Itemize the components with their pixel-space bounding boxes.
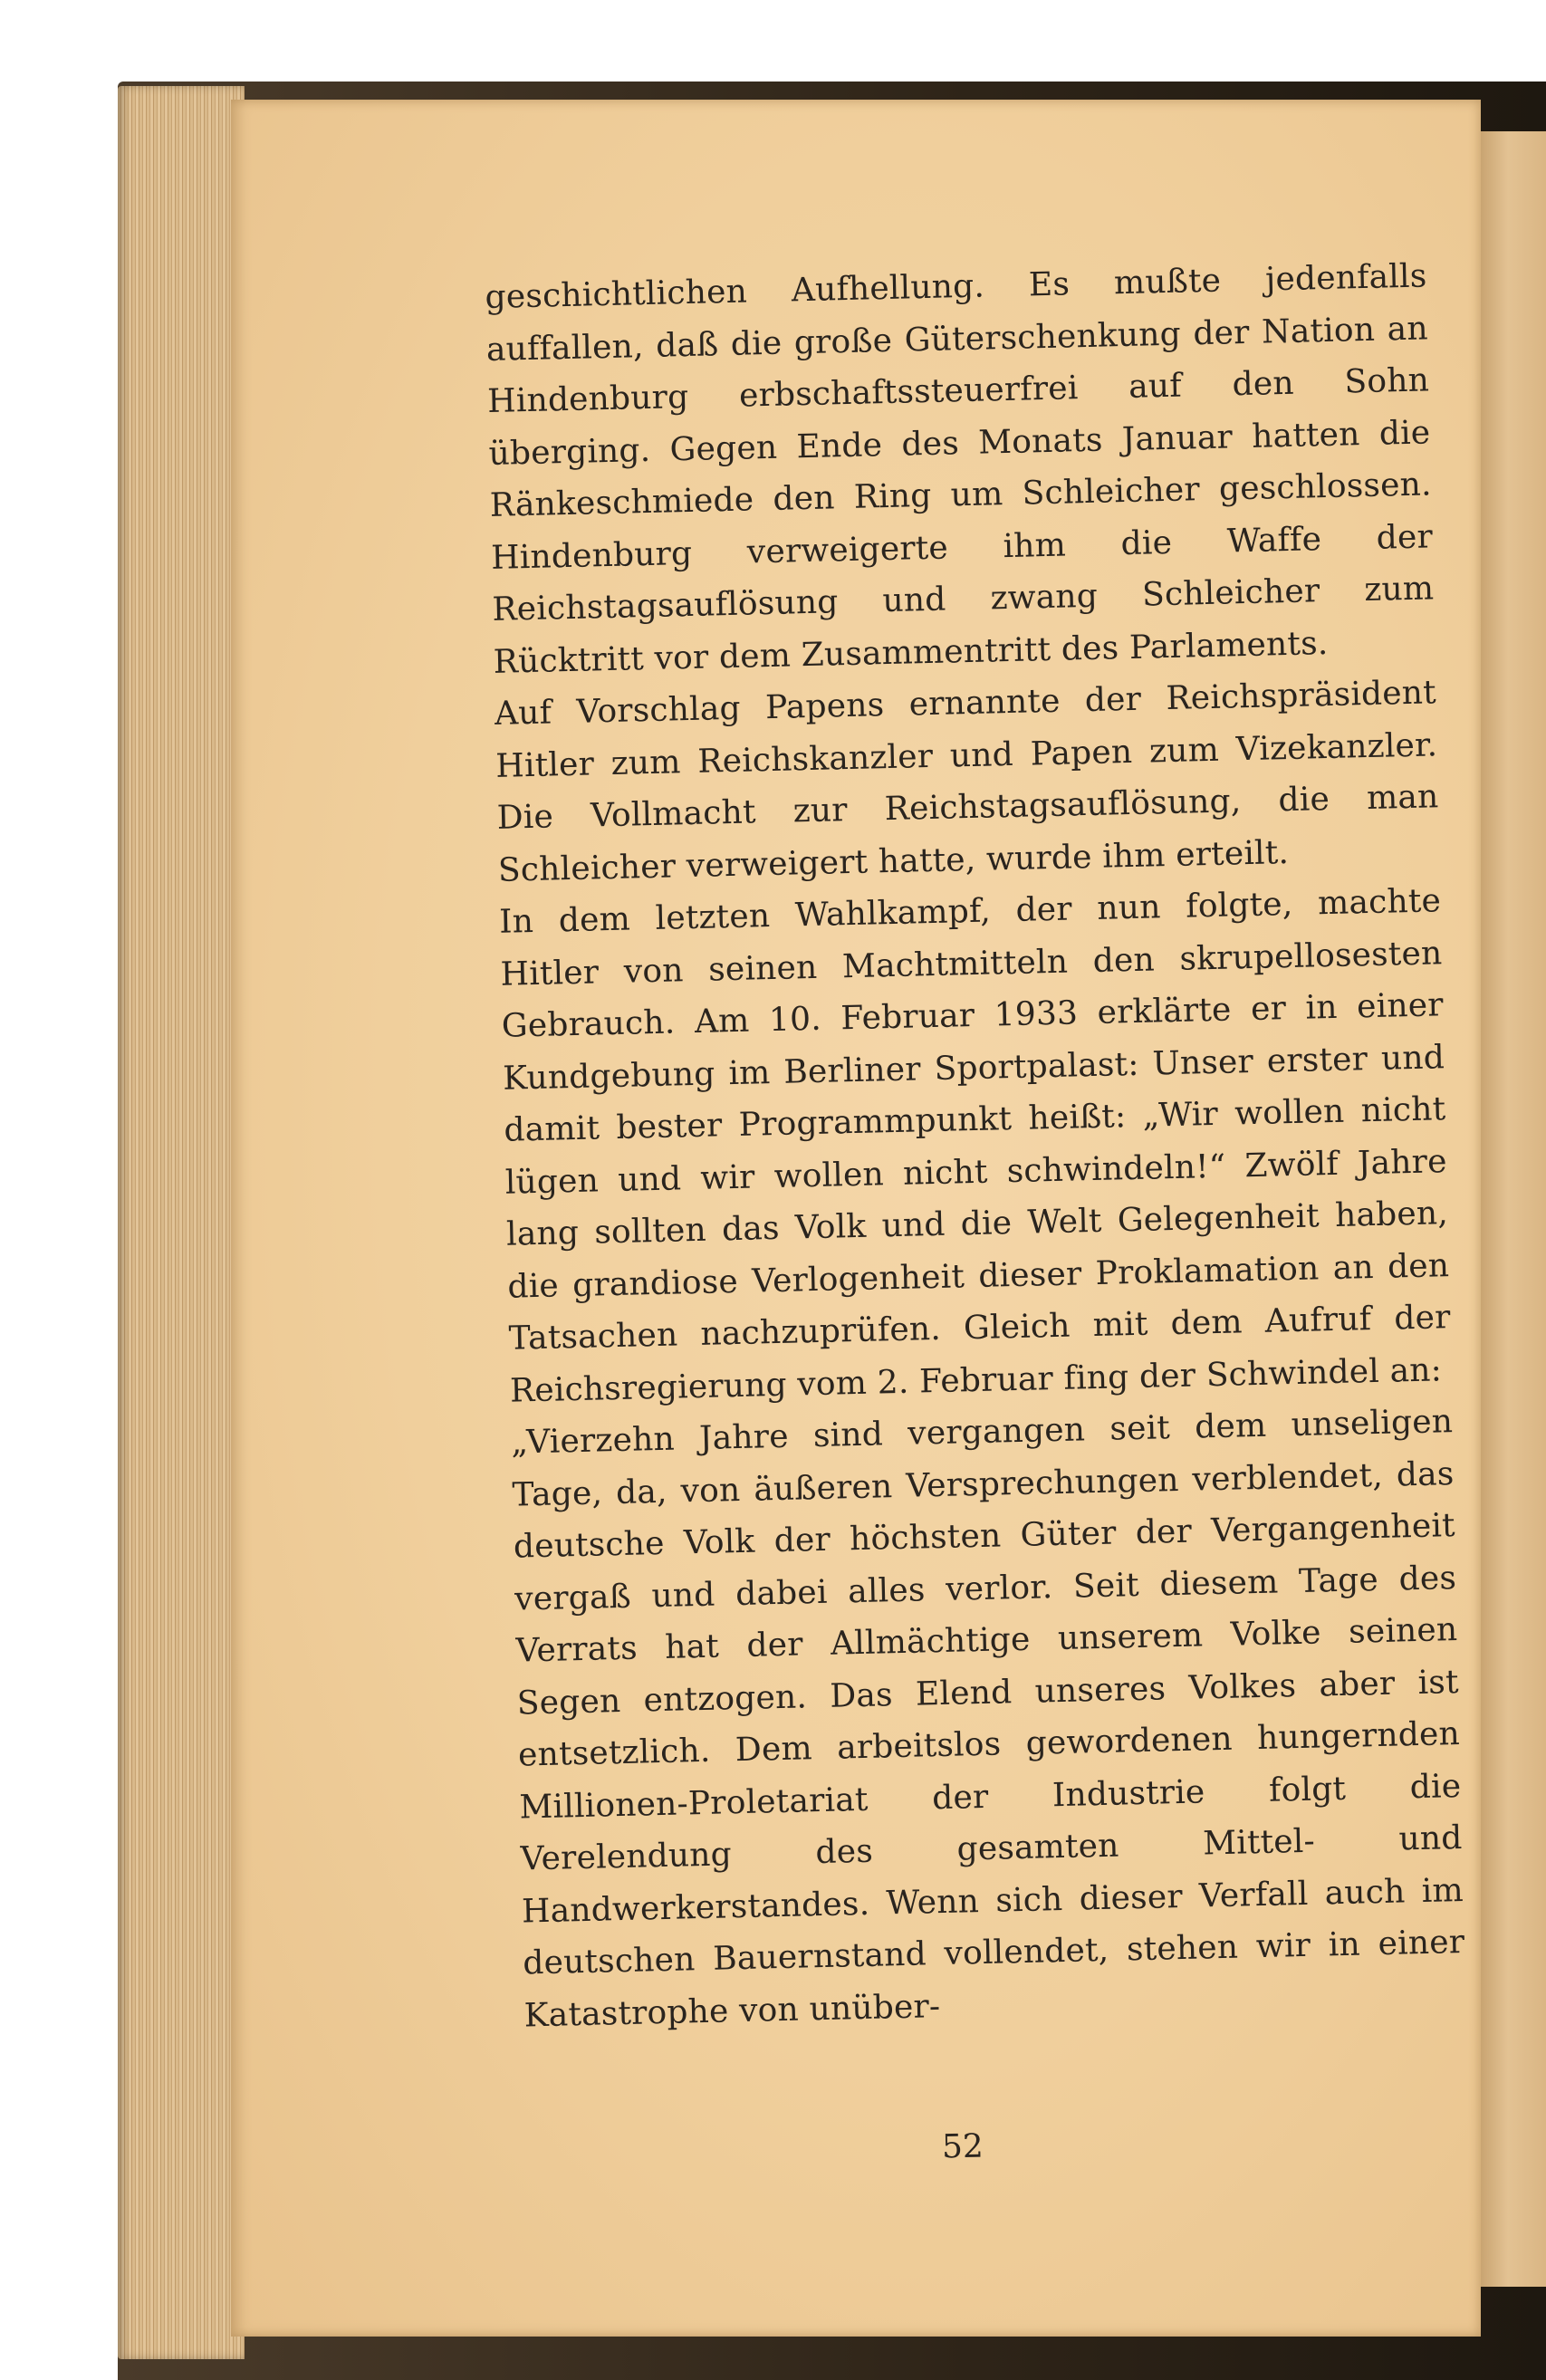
paragraph-3: In dem letzten Wahlkampf, der nun folgte, machte Hitler von seinen Machtmitteln den skrupellosesten Gebrauch. Am 10. Februar 1933 erklärte er in einer Kundgebung im Berliner Sportpalast: Unser erster und damit bester Programmpunkt heißt: „Wir wollen nicht lügen und wir wollen nicht schwindeln!“ Zwölf Jahre lang sollten das Volk und die Welt Gelegenheit haben, die grandiose Verlogenheit dieser Proklamation an den Tatsachen nachzuprüfen. Gleich mit dem Aufruf der Reichsregierung vom 2. Februar fing der Schwindel an: (498, 882, 1451, 1410)
page-text-block (485, 250, 1466, 2041)
paragraph-1: geschichtlichen Aufhellung. Es mußte jedenfalls auffallen, daß die große Güterschenkung der Nation an Hindenburg erbschaftssteuerfrei auf den Sohn überging. Gegen Ende des Monats Januar hatten die Ränkeschmiede den Ring um Schleicher geschlossen. Hindenburg verweigerte ihm die Waffe der Reichstagsauflösung und zwang Schleicher zum Rücktritt vor dem Zusammentritt des Parlaments. (485, 257, 1435, 681)
paragraph-2: Auf Vorschlag Papens ernannte der Reichspräsident Hitler zum Reichskanzler und Papen zum Vizekanzler. Die Vollmacht zur Reichstagsauflösung, die man Schleicher verweigert hatte, wurde ihm erteilt. (494, 674, 1439, 889)
page-number: 52 (941, 2127, 984, 2166)
page-edges-stack (118, 86, 245, 2359)
paragraph-4: „Vierzehn Jahre sind vergangen seit dem unseligen Tage, da, von äußeren Versprechungen verblendet, das deutsche Volk der höchsten Güter der Vergangenheit vergaß und dabei alles verlor. Seit diesem Tage des Verrats hat der Allmächtige unserem Volke seinen Segen entzogen. Das Elend unseres Volkes aber ist entsetzlich. Dem arbeitslos gewordenen hungernden Millionen-Proletariat der Industrie folgt die Verelendung des gesamten Mittel- und Handwerkerstandes. Wenn sich dieser Verfall auch im deutschen Bauernstand vollendet, stehen wir in einer Katastrophe von unüber- (510, 1403, 1465, 2034)
next-page-edge (1478, 131, 1546, 2287)
